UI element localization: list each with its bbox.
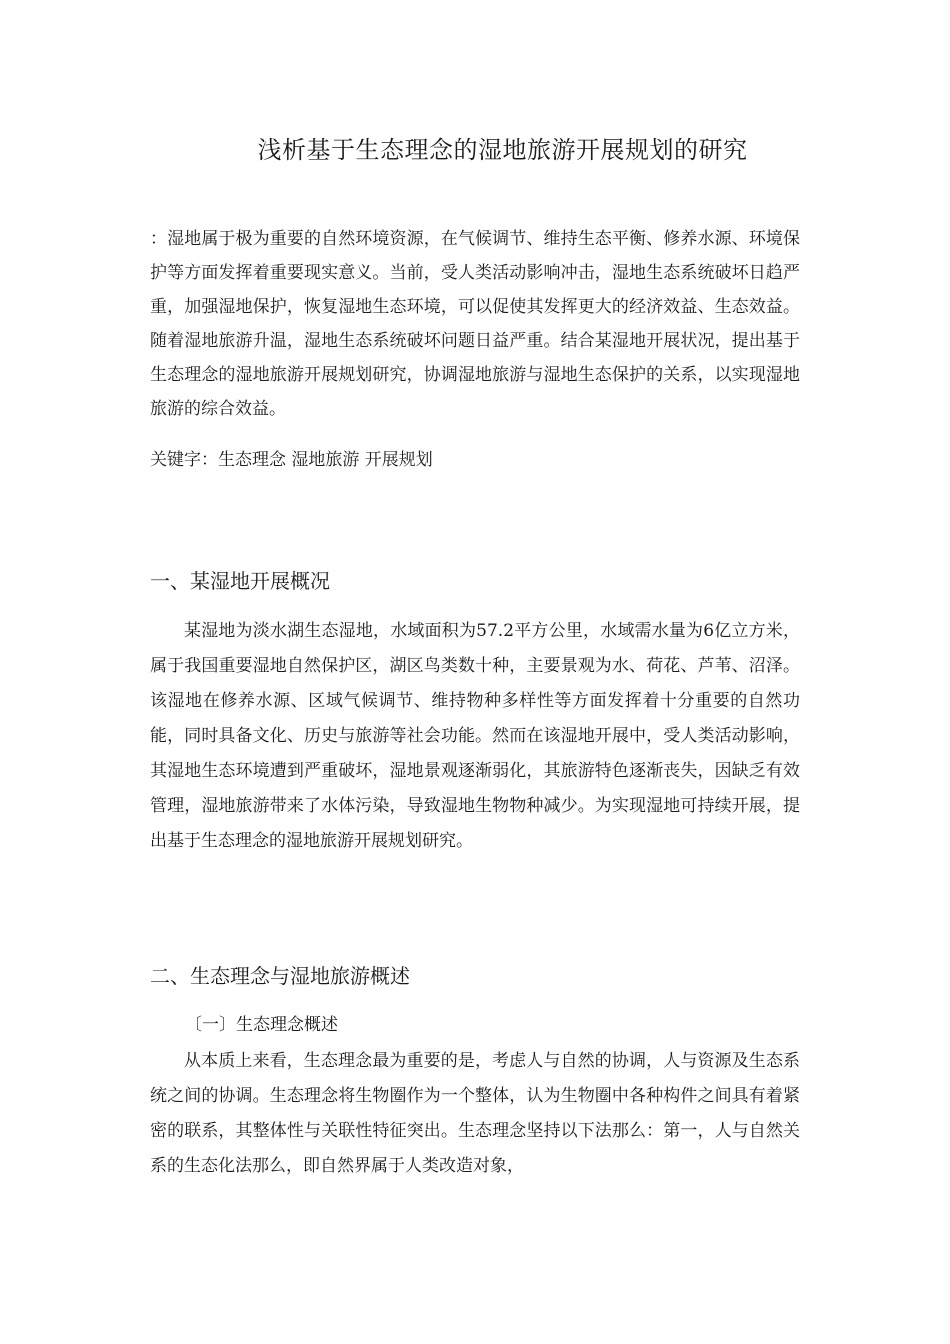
section2-heading: 二、生态理念与湿地旅游概述 xyxy=(150,964,410,988)
section1-heading: 一、某湿地开展概况 xyxy=(150,569,330,593)
subsection1-heading: 〔一〕生态理念概述 xyxy=(185,1015,338,1035)
section1-paragraph: 某湿地为淡水湖生态湿地，水域面积为57.2平方公里，水域需水量为6亿立方米，属于我国重要湿地自然保护区，湖区鸟类数十种，主要景观为水、荷花、芦苇、沼泽。该湿地在修养水源、区域气候调节、维持物种多样性等方面发挥着十分重要的自然功能，同时具备文化、历史与旅游等社会功能。然而在该湿地开展中，受人类活动影响，其湿地生态环境遭到严重破坏，湿地景观逐渐弱化，其旅游特色逐渐丧失，因缺乏有效管理，湿地旅游带来了水体污染，导致湿地生物物种减少。为实现湿地可持续开展，提出基于生态理念的湿地旅游开展规划研究。 xyxy=(150,621,800,851)
document-title: 浅析基于生态理念的湿地旅游开展规划的研究 xyxy=(257,136,748,164)
abstract-paragraph: ：湿地属于极为重要的自然环境资源，在气候调节、维持生态平衡、修养水源、环境保护等方面发挥着重要现实意义。当前，受人类活动影响冲击，湿地生态系统破坏日趋严重，加强湿地保护，恢复湿地生态环境，可以促使其发挥更大的经济效益、生态效益。随着湿地旅游升温，湿地生态系统破坏问题日益严重。结合某湿地开展状况，提出基于生态理念的湿地旅游开展规划研究，协调湿地旅游与湿地生态保护的关系，以实现湿地旅游的综合效益。 xyxy=(150,229,800,419)
subsection1-paragraph: 从本质上来看，生态理念最为重要的是，考虑人与自然的协调，人与资源及生态系统之间的协调。生态理念将生物圈作为一个整体，认为生物圈中各种构件之间具有着紧密的联系，其整体性与关联性特征突出。生态理念坚持以下法那么：第一，人与自然关系的生态化法那么，即自然界属于人类改造对象， xyxy=(150,1051,800,1176)
keywords-line: 关键字：生态理念 湿地旅游 开展规划 xyxy=(150,450,433,470)
